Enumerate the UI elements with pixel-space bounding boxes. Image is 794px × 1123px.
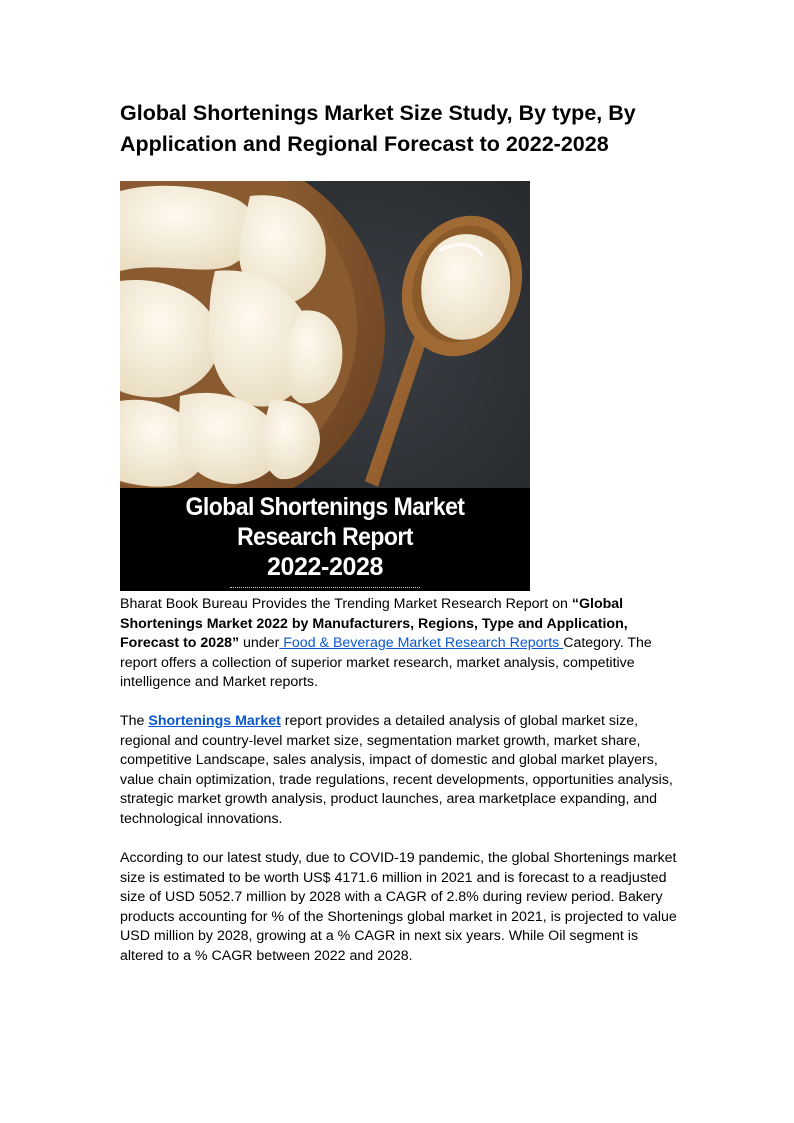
hero-image — [120, 181, 530, 591]
hero-banner-years: 2022-2028 — [267, 553, 383, 581]
food-beverage-category-link[interactable]: Food & Beverage Market Research Reports — [279, 635, 564, 651]
hero-banner-url — [120, 590, 530, 591]
shortenings-market-link[interactable]: Shortenings Market — [148, 713, 281, 729]
report-name: “Global Shortenings Market 2022 by Manufacturers, Regions, Type and Application, Forecast to 2028” — [120, 596, 628, 651]
hero-divider — [230, 587, 420, 588]
scope-paragraph: The Shortenings Market report provides a detailed analysis of global market size, regional and country-level market size, segmentation market growth, market share, competitive Landscape, sales analysis, impact of domestic and global market players, value chain optimization, trade regulations, recent developments, opportunities analysis, strategic market growth analysis, product launches, area marketplace expanding, and technological innovations. — [120, 713, 673, 827]
hero-banner-title: Global Shortenings Market Research Report — [185, 493, 465, 551]
hero-banner — [120, 488, 530, 591]
intro-paragraph: Bharat Book Bureau Provides the Trending Market Research Report on “Global Shortenings Market 2022 by Manufacturers, Regions, Type and Application, Forecast to 2028” under Food & Beverage Market Research Reports Category. The report offers a collection of superior market research, market analysis, competitive intelligence and Market reports. — [120, 596, 652, 690]
market-size-paragraph: According to our latest study, due to COVID-19 pandemic, the global Shortenings market size is estimated to be worth US$ 4171.6 million in 2021 and is forecast to a readjusted size of USD 5052.7 million by 2028 with a CAGR of 2.8% during review period. Bakery products accounting for % of the Shortenings global market in 2021, is projected to value USD million by 2028, growing at a % CAGR in next six years. While Oil segment is altered to a % CAGR between 2022 and 2028. — [120, 850, 677, 964]
document-title: Global Shortenings Market Size Study, By type, By Application and Regional Forecast to 2022-2028 — [120, 101, 636, 156]
